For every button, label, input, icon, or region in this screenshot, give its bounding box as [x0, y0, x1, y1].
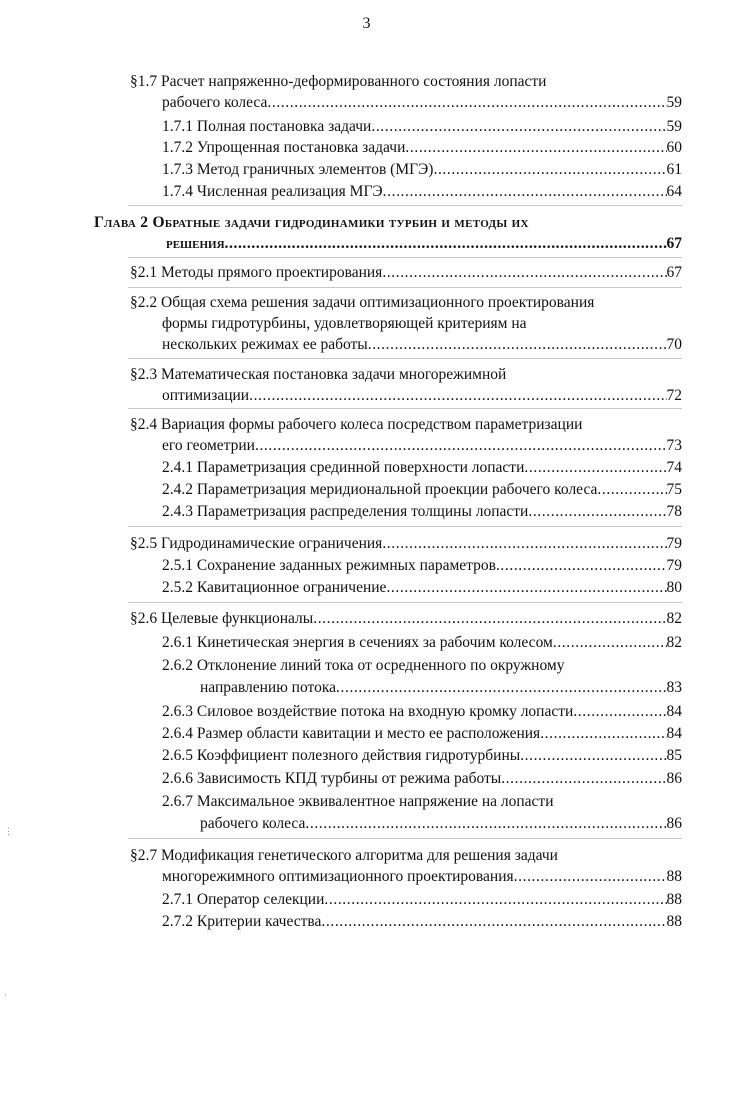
- toc-entry-2-4-title: §2.4 Вариация формы рабочего колеса посредством параметризации: [130, 416, 583, 433]
- toc-entry-2-6-2-title: 2.6.2 Отклонение линий тока от осредненного по окружному: [162, 657, 565, 674]
- toc-entry-2-7: многорежимного оптимизационного проектирования ..... 88: [162, 866, 682, 887]
- toc-entry-2-4-2: 2.4.2 Параметризация меридиональной проекции рабочего колеса ..... 75: [162, 479, 682, 500]
- toc-entry-1-7-2: 1.7.2 Упрощенная постановка задачи ..... 60: [162, 137, 682, 158]
- toc-entry-2-6-3: 2.6.3 Силовое воздействие потока на входную кромку лопасти ..... 84: [162, 701, 682, 722]
- toc-entry-2-7-2: 2.7.2 Критерии качества ..... 88: [162, 911, 682, 932]
- toc-entry-2-6: §2.6 Целевые функционалы ..... 82: [130, 608, 682, 629]
- toc-entry-2-1: §2.1 Методы прямого проектирования ..... 67: [130, 262, 682, 283]
- toc-entry-2-6-5: 2.6.5 Коэффициент полезного действия гидротурбины ..... 85: [162, 745, 682, 766]
- toc-entry-1-7-1: 1.7.1 Полная постановка задачи ..... 59: [162, 116, 682, 137]
- separator: [128, 205, 682, 206]
- scan-mark: ·: [4, 990, 7, 1000]
- chapter-2-title: Глава 2 Обратные задачи гидродинамики турбин и методы их: [94, 214, 529, 231]
- separator: [128, 838, 682, 839]
- separator: [128, 602, 682, 603]
- toc-entry-2-5: §2.5 Гидродинамические ограничения ..... 79: [130, 533, 682, 554]
- toc-entry-1-7-4: 1.7.4 Численная реализация МГЭ ..... 64: [162, 181, 682, 202]
- toc-entry-2-4: его геометрии ..... 73: [162, 435, 682, 456]
- toc-entry-2-3: оптимизации ..... 72: [162, 385, 682, 406]
- toc-entry-2-2: нескольких режимах ее работы ..... 70: [162, 334, 682, 355]
- toc-entry-1-7: рабочего колеса ..... 59: [162, 92, 682, 113]
- toc-entry-2-5-2: 2.5.2 Кавитационное ограничение ..... 80: [162, 577, 682, 598]
- separator: [128, 287, 682, 288]
- toc-entry-2-4-1: 2.4.1 Параметризация срединной поверхности лопасти ..... 74: [162, 457, 682, 478]
- toc-entry-2-6-1: 2.6.1 Кинетическая энергия в сечениях за рабочим колесом ..... 82: [162, 632, 682, 653]
- chapter-2-entry: решения ..... 67: [166, 233, 682, 254]
- toc-entry-1-7-title: §1.7 Расчет напряженно-деформированного состояния лопасти: [130, 73, 547, 90]
- separator: [128, 257, 682, 258]
- scan-mark: ⋮: [4, 826, 13, 836]
- separator: [128, 358, 682, 359]
- toc-entry-2-6-7: рабочего колеса ..... 86: [200, 813, 682, 834]
- toc-entry-2-2-title: §2.2 Общая схема решения задачи оптимизационного проектирования: [130, 294, 595, 311]
- separator: [128, 408, 682, 409]
- page-number: 3: [362, 15, 371, 32]
- toc-entry-2-6-2: направлению потока ..... 83: [200, 677, 682, 698]
- toc-entry-2-7-1: 2.7.1 Оператор селекции ..... 88: [162, 889, 682, 910]
- toc-entry-2-4-3: 2.4.3 Параметризация распределения толщины лопасти ..... 78: [162, 501, 682, 522]
- toc-entry-2-6-6: 2.6.6 Зависимость КПД турбины от режима работы ..... 86: [162, 768, 682, 789]
- separator: [128, 526, 682, 527]
- toc-entry-2-5-1: 2.5.1 Сохранение заданных режимных параметров ..... 79: [162, 555, 682, 576]
- toc-entry-2-6-7-title: 2.6.7 Максимальное эквивалентное напряжение на лопасти: [162, 793, 554, 810]
- toc-entry-1-7-3: 1.7.3 Метод граничных элементов (МГЭ) ..... 61: [162, 159, 682, 180]
- toc-entry-2-3-title: §2.3 Математическая постановка задачи многорежимной: [130, 366, 507, 383]
- toc-entry-2-6-4: 2.6.4 Размер области кавитации и место ее расположения ..... 84: [162, 723, 682, 744]
- toc-entry-2-2-title-cont: формы гидротурбины, удовлетворяющей критериям на: [162, 315, 527, 332]
- toc-entry-2-7-title: §2.7 Модификация генетического алгоритма для решения задачи: [130, 847, 558, 864]
